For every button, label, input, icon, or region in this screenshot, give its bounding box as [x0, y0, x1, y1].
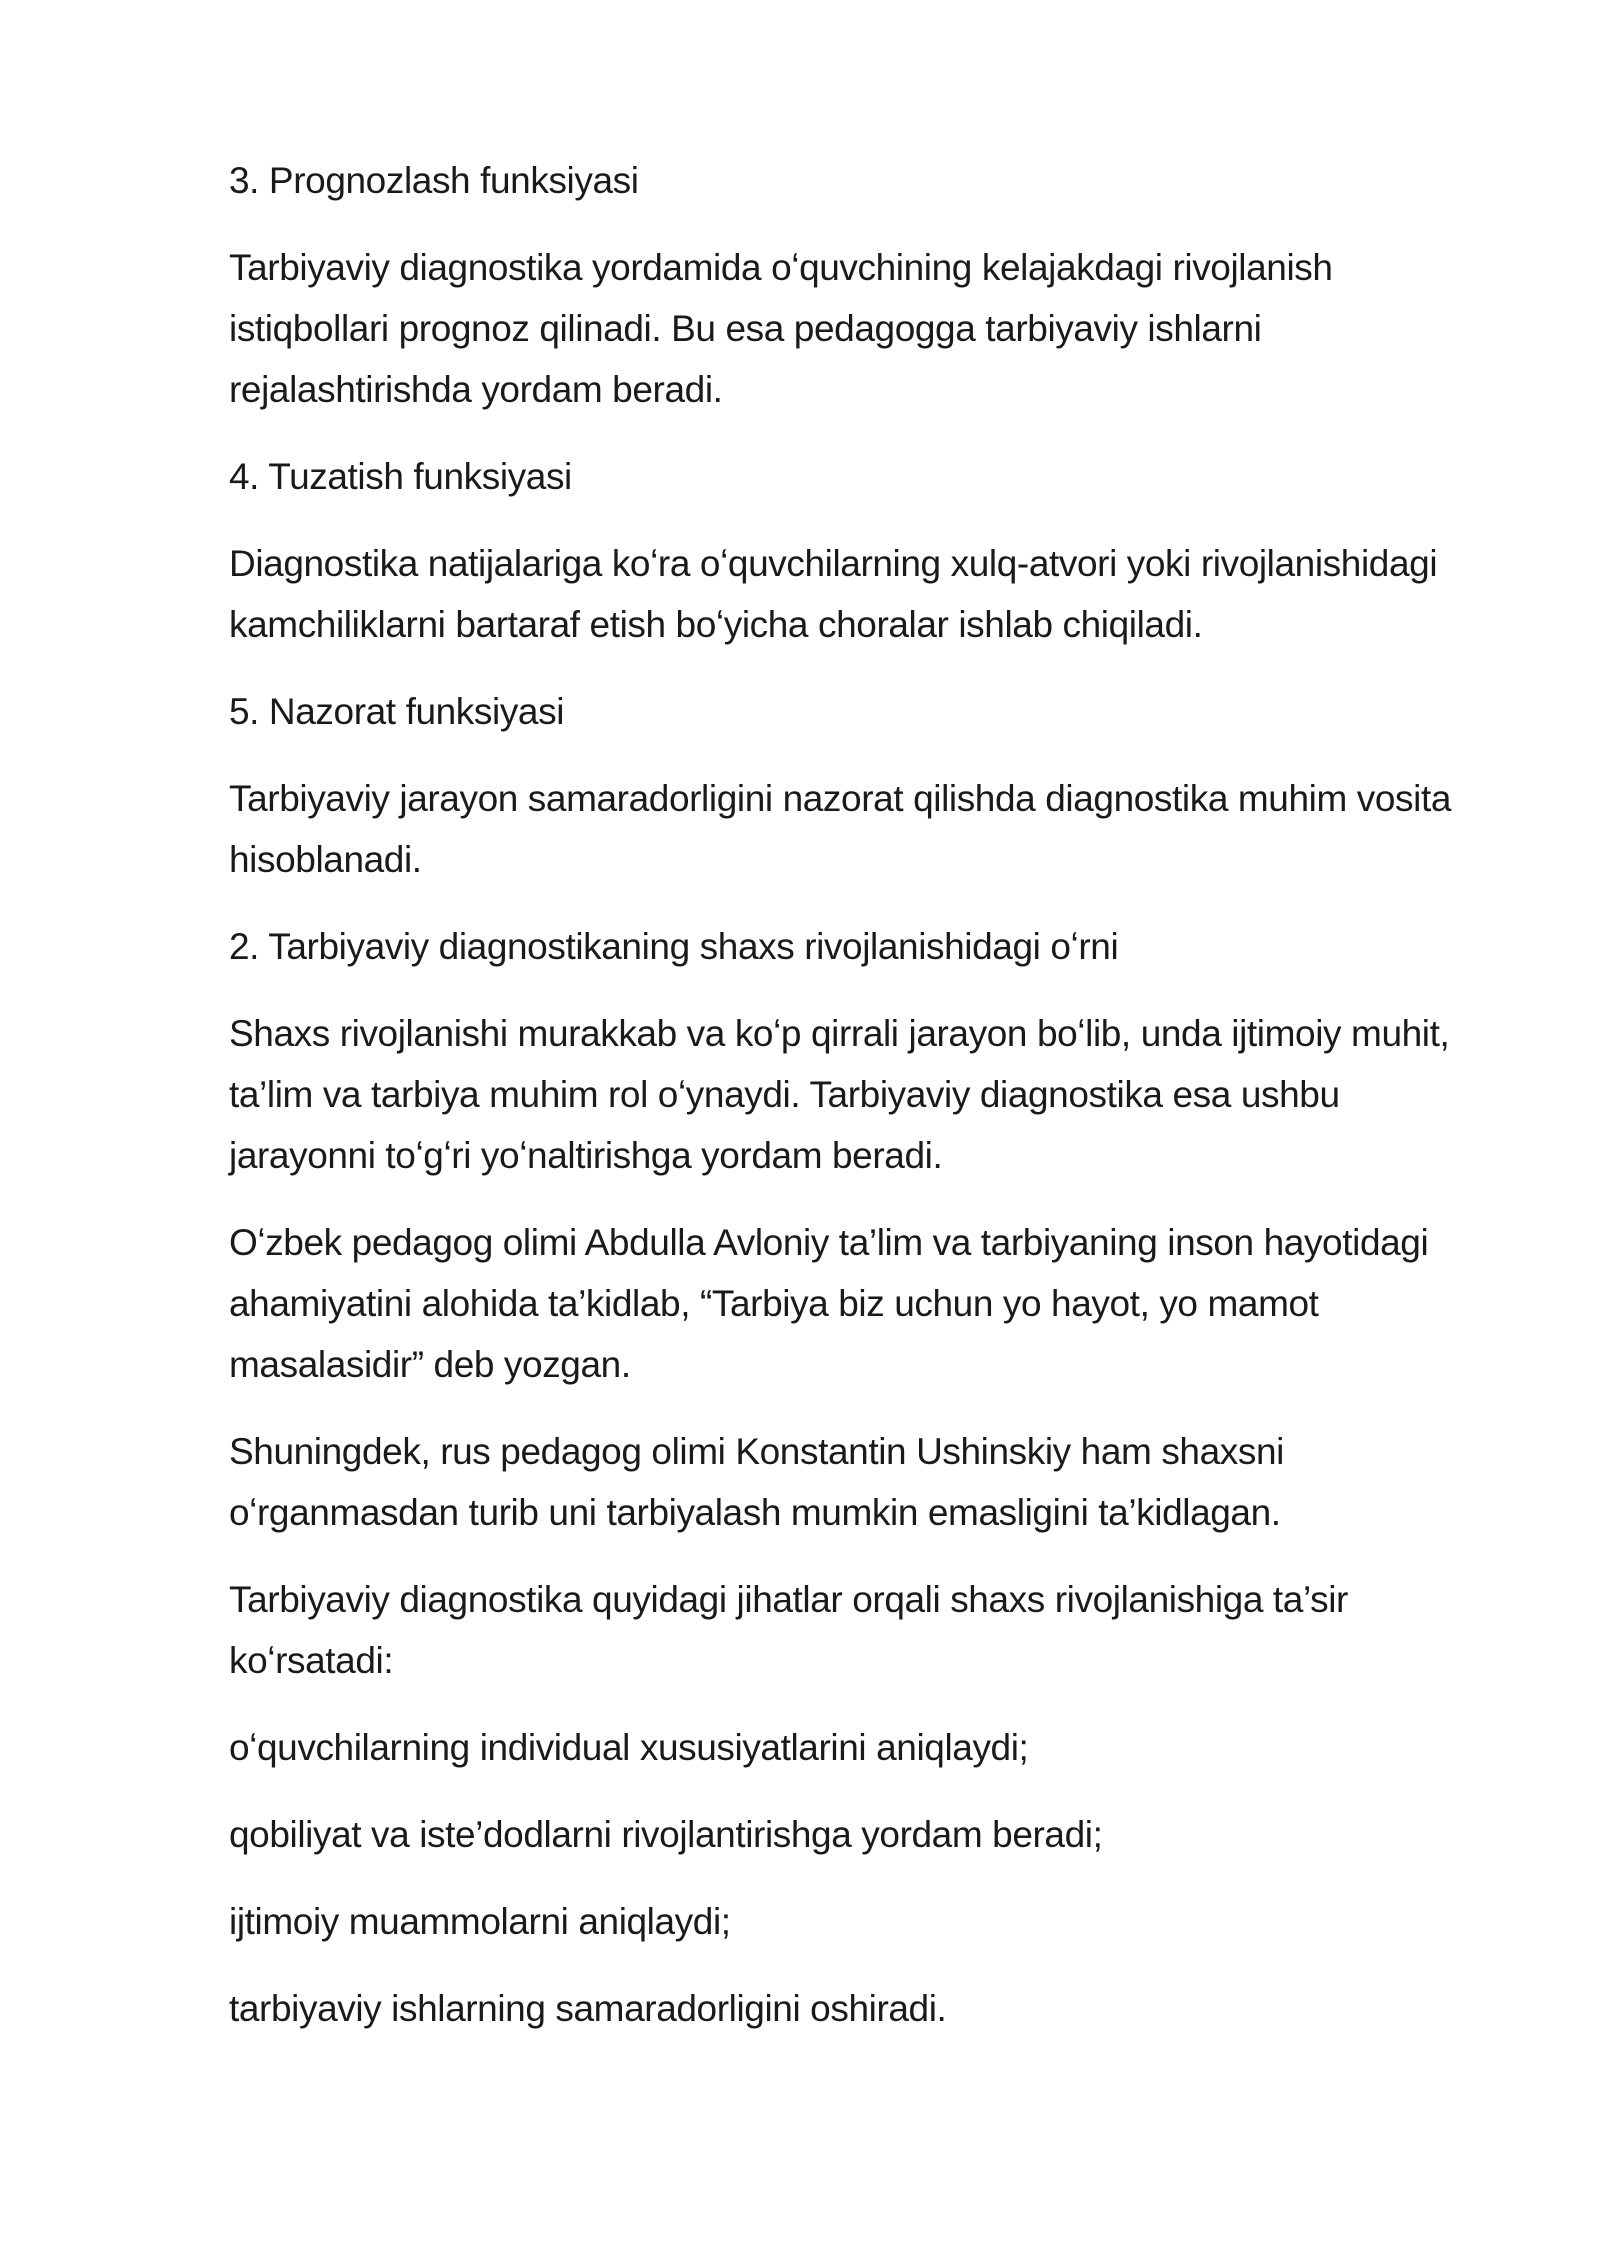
- list-item: ijtimoiy muammolarni aniqlaydi;: [229, 1901, 731, 1942]
- section-heading-tuzatish: 4. Tuzatish funksiyasi: [229, 456, 572, 497]
- section-heading-orni: 2. Tarbiyaviy diagnostikaning shaxs rivojlanishidagi oʻrni: [229, 926, 1119, 967]
- list-item: tarbiyaviy ishlarning samaradorligini oshiradi.: [229, 1988, 947, 2029]
- document-body: [229, 150, 1469, 2065]
- paragraph-shaxs-rivojlanishi: Shaxs rivojlanishi murakkab va koʻp qirrali jarayon boʻlib, unda ijtimoiy muhit, ta’lim va tarbiya muhim rol oʻynaydi. Tarbiyaviy diagnostika esa ushbu jarayonni toʻgʻri yoʻnaltirishga yordam beradi.: [229, 1013, 1450, 1176]
- paragraph-nazorat: Tarbiyaviy jarayon samaradorligini nazorat qilishda diagnostika muhim vosita hisoblanadi.: [229, 778, 1452, 880]
- paragraph-ushinskiy: Shuningdek, rus pedagog olimi Konstantin Ushinskiy ham shaxsni oʻrganmasdan turib uni tarbiyalash mumkin emasligini ta’kidlagan.: [229, 1431, 1284, 1533]
- section-heading-prognozlash: 3. Prognozlash funksiyasi: [229, 160, 639, 201]
- paragraph-tasir-intro: Tarbiyaviy diagnostika quyidagi jihatlar orqali shaxs rivojlanishiga ta’sir koʻrsatadi:: [229, 1579, 1348, 1681]
- list-item: oʻquvchilarning individual xususiyatlarini aniqlaydi;: [229, 1727, 1029, 1768]
- paragraph-avloniy-quote: Oʻzbek pedagog olimi Abdulla Avloniy ta’lim va tarbiyaning inson hayotidagi ahamiyatini alohida ta’kidlab, “Tarbiya biz uchun yo hayot, yo mamot masalasidir” deb yozgan.: [229, 1222, 1429, 1385]
- list-item: qobiliyat va iste’dodlarni rivojlantirishga yordam beradi;: [229, 1814, 1103, 1855]
- section-heading-nazorat: 5. Nazorat funksiyasi: [229, 691, 565, 732]
- paragraph-tuzatish: Diagnostika natijalariga koʻra oʻquvchilarning xulq-atvori yoki rivojlanishidagi kamchiliklarni bartaraf etish boʻyicha choralar ishlab chiqiladi.: [229, 543, 1438, 645]
- paragraph-prognozlash: Tarbiyaviy diagnostika yordamida oʻquvchining kelajakdagi rivojlanish istiqbollari prognoz qilinadi. Bu esa pedagogga tarbiyaviy ishlarni rejalashtirishda yordam beradi.: [229, 247, 1333, 410]
